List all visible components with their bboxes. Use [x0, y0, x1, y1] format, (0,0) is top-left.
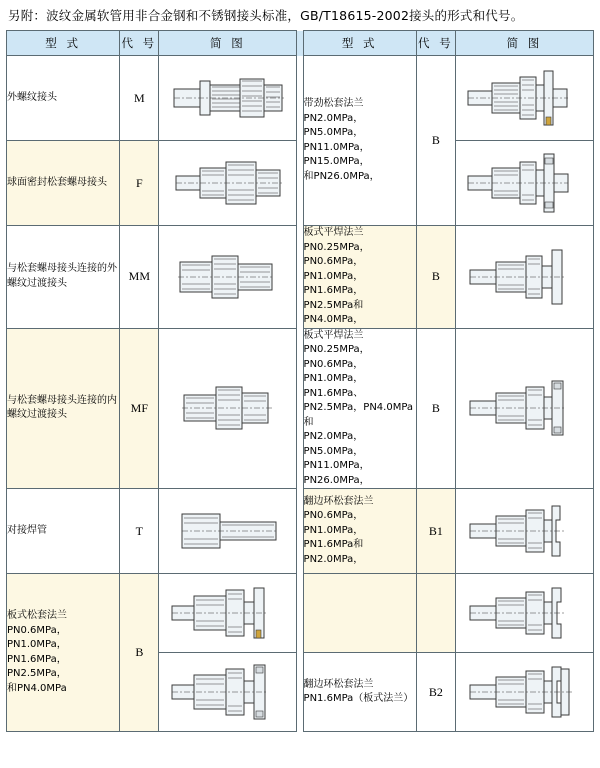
header-figure-left: 简 图 [159, 31, 297, 56]
table-row [7, 56, 594, 141]
header-type-right: 型 式 [303, 31, 416, 56]
row-type-label: 与松套螺母接头连接的外螺纹过渡接头 [7, 226, 120, 329]
row-code: B1 [416, 489, 455, 574]
row-figure-plate-slip-on-flange [455, 226, 593, 329]
row-figure-plate-slip-on-flange-2 [455, 328, 593, 489]
row-type-label: 板式平焊法兰 PN0.25MPa，PN0.6MPa， PN1.0MPa，PN1.6MPa、 PN2.5MPa，PN4.0MPa和 PN2.0MPa，PN5.0MPa， PN11.0MPa，PN26.0MPa， [303, 328, 416, 489]
row-type-label: 外螺纹接头 [7, 56, 120, 141]
row-code: MM [120, 226, 159, 329]
header-code-left: 代 号 [120, 31, 159, 56]
row-type-label: 板式平焊法兰 PN0.25MPa，PN0.6MPa， PN1.0MPa，PN1.6MPa， PN2.5MPa和PN4.0MPa， [303, 226, 416, 329]
standards-table [6, 30, 594, 732]
row-code: B [416, 328, 455, 489]
row-figure-male-thread-transition [159, 226, 297, 329]
row-figure-spherical-seal-union-nut [159, 141, 297, 226]
row-type-label: 板式松套法兰 PN0.6MPa，PN1.0MPa， PN1.6MPa，PN2.5MPa， 和PN4.0MPa [7, 574, 120, 732]
row-code-continued [416, 574, 455, 653]
table-header-row [7, 31, 594, 56]
row-type-label: 与松套螺母接头连接的内螺纹过渡接头 [7, 328, 120, 489]
row-type-label-continued [303, 574, 416, 653]
row-figure-lap-joint-flange-plate [455, 653, 593, 732]
row-figure-butt-weld-pipe [159, 489, 297, 574]
row-code: M [120, 56, 159, 141]
row-figure-plate-loose-flange [159, 574, 297, 653]
row-code: B [416, 226, 455, 329]
row-figure-lap-joint-flange-2 [455, 574, 593, 653]
row-type-label: 球面密封松套螺母接头 [7, 141, 120, 226]
column-gap [297, 141, 303, 226]
row-code: B [416, 56, 455, 226]
row-figure-ribbed-loose-flange-2 [455, 141, 593, 226]
row-code: T [120, 489, 159, 574]
row-figure-threaded-male-connector [159, 56, 297, 141]
table-row [7, 226, 594, 329]
table-row [7, 328, 594, 489]
header-code-right: 代 号 [416, 31, 455, 56]
row-type-label: 翻边环松套法兰 PN1.6MPa（板式法兰） [303, 653, 416, 732]
row-figure-female-thread-transition [159, 328, 297, 489]
row-figure-ribbed-loose-flange [455, 56, 593, 141]
row-figure-plate-loose-flange-2 [159, 653, 297, 732]
row-figure-lap-joint-flange [455, 489, 593, 574]
table-row [7, 574, 594, 653]
table-row [7, 489, 594, 574]
page-title: 另附：波纹金属软管用非合金钢和不锈钢接头标准，GB/T18615-2002接头的形式和代号。 [8, 8, 524, 23]
row-type-label: 带劲松套法兰 PN2.0MPa，PN5.0MPa， PN11.0MPa，PN15.0MPa， 和PN26.0MPa， [303, 56, 416, 226]
table-row [7, 141, 594, 226]
row-type-label: 翻边环松套法兰 PN0.6MPa，PN1.0MPa， PN1.6MPa和PN2.0MPa， [303, 489, 416, 574]
header-figure-right: 简 图 [455, 31, 593, 56]
row-code: F [120, 141, 159, 226]
row-code: B2 [416, 653, 455, 732]
header-type-left: 型 式 [7, 31, 120, 56]
row-code: MF [120, 328, 159, 489]
row-type-label: 对接焊管 [7, 489, 120, 574]
row-code: B [120, 574, 159, 732]
